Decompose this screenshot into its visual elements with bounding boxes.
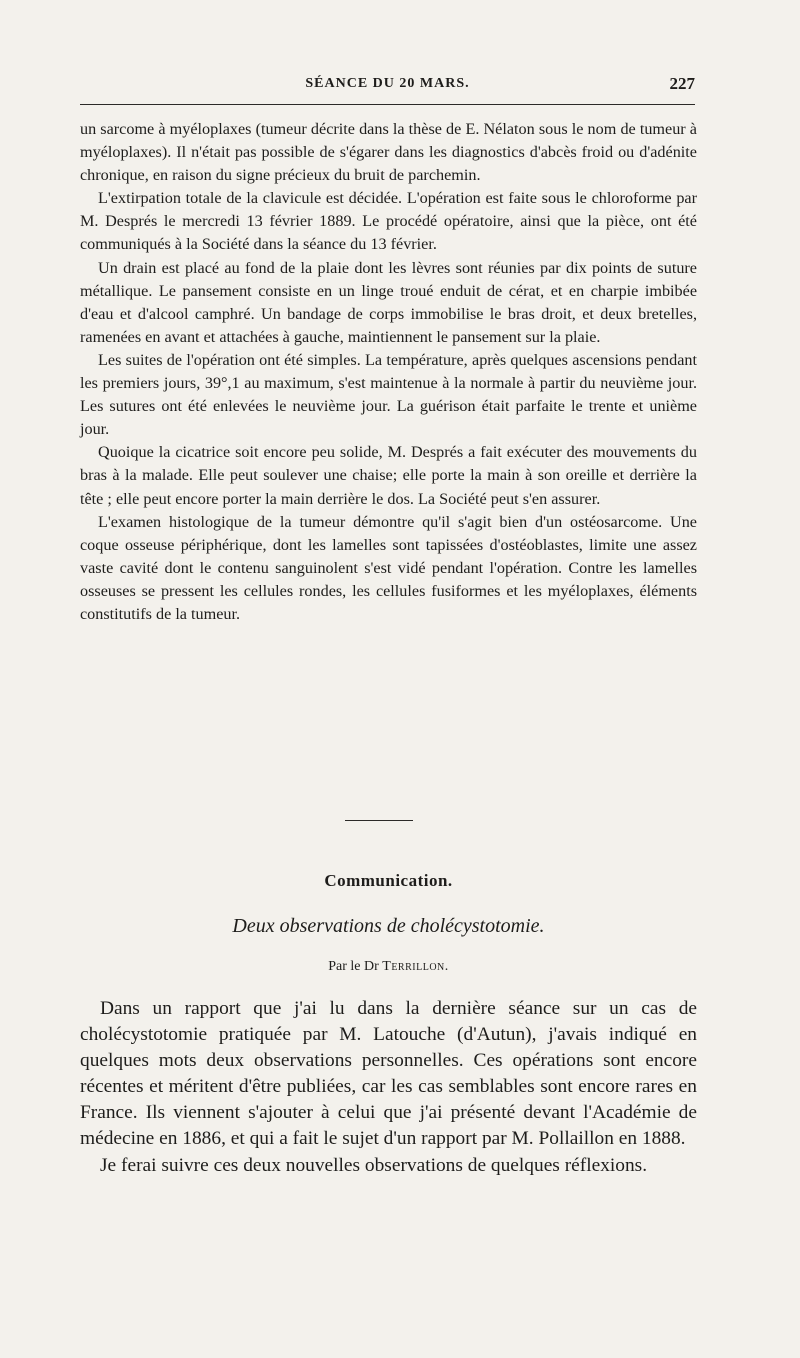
paragraph: Je ferai suivre ces deux nouvelles observations de quelques réflexions. — [100, 1154, 648, 1176]
paragraph: L'examen histologique de la tumeur démontre qu'il s'agit bien d'un ostéosarcome. Une coque osseuse périphérique, dont les lamelles sont tapissées d'ostéoblastes, limite une assez vaste cavité dont le contenu sanguinolent s'est vidé pendant l'opération. Contre les lamelles osseuses se pressent les cellules rondes, les cellules fusiformes et les myéloplaxes, éléments constitutifs de la tumeur. — [80, 512, 697, 623]
paragraph: Dans un rapport que j'ai lu dans la dernière séance sur un cas de cholécystotomie pratiquée par M. Latouche (d'Autun), j'avais indiqué en quelques mots deux observations personnelles. Ces opérations sont encore récentes et méritent d'être publiées, car les cas semblables sont encore rares en France. Ils viennent s'ajouter à celui que j'ai présenté devant l'Académie de médecine en 1886, et qui a fait le sujet d'un rapport par M. Pollaillon en 1888. — [80, 998, 697, 1150]
paragraph: un sarcome à myéloplaxes (tumeur décrite dans la thèse de E. Nélaton sous le nom de tumeur à myéloplaxes). Il n'était pas possible de s'égarer dans les diagnostics d'abcès froid ou d'adénite chronique, en raison du signe précieux du bruit de parchemin. — [80, 120, 697, 185]
body-text — [80, 118, 697, 626]
header-rule — [80, 104, 695, 105]
section-separator — [345, 820, 413, 821]
page-number: 227 — [669, 74, 695, 93]
author-name: Terrillon. — [382, 959, 449, 974]
author-prefix: Par le Dr — [328, 959, 379, 974]
paragraph: Un drain est placé au fond de la plaie dont les lèvres sont réunies par dix points de suture métallique. Le pansement consiste en un linge troué enduit de cérat, et en charpie imbibée d'eau et d'alcool camphré. Un bandage de corps immobilise le bras droit, et deux bretelles, ramenées en avant et attachées à gauche, maintiennent le pansement sur la plaie. — [80, 258, 697, 346]
article-text — [80, 996, 697, 1179]
article-title: Deux observations de cholécystotomie. — [232, 915, 545, 937]
running-title: SÉANCE DU 20 MARS. — [305, 76, 470, 91]
paragraph: L'extirpation totale de la clavicule est décidée. L'opération est faite sous le chloroforme par M. Després le mercredi 13 février 1889. Le procédé opératoire, ainsi que la pièce, ont été communiqués à la Société dans la séance du 13 février. — [80, 189, 697, 254]
section-title: Communication. — [324, 871, 453, 890]
paragraph: Les suites de l'opération ont été simples. La température, après quelques ascensions pendant les premiers jours, 39°,1 au maximum, s'est maintenue à la normale à partir du neuvième jour. Les sutures ont été enlevées le neuvième jour. La guérison était parfaite le trente et unième jour. — [80, 350, 697, 439]
paragraph: Quoique la cicatrice soit encore peu solide, M. Després a fait exécuter des mouvements du bras à la malade. Elle peut soulever une chaise; elle porte la main à son oreille et derrière la tête ; elle peut encore porter la main derrière le dos. La Société peut s'en assurer. — [80, 443, 697, 508]
author-line — [80, 959, 697, 975]
running-header — [80, 74, 695, 98]
